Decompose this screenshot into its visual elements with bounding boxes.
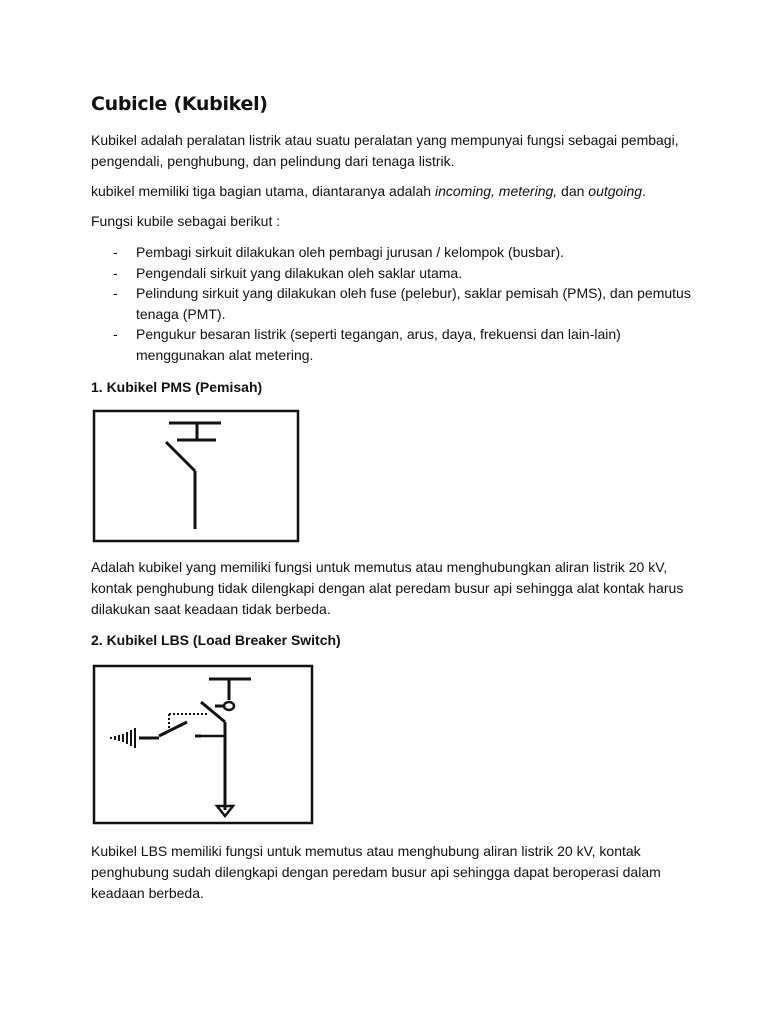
- section2-heading: 2. Kubikel LBS (Load Breaker Switch): [91, 632, 341, 648]
- intro-paragraph: Kubikel adalah peralatan listrik atau suatu peralatan yang mempunyai fungsi sebagai pembagi, pengendali, penghubung, dan pelindung dari tenaga listrik.: [91, 132, 679, 169]
- list-item-text: Pelindung sirkuit yang dilakukan oleh fuse (pelebur), saklar pemisah (PMS), dan pemutus tenaga (PMT).: [136, 285, 691, 322]
- section2-text: Kubikel LBS memiliki fungsi untuk memutus atau menghubung aliran listrik 20 kV, kontak penghubung sudah dilengkapi dengan peredam busur api sehingga dapat beroperasi dalam keadaan berbeda.: [91, 843, 661, 901]
- lbs-switch-symbol: [91, 664, 315, 826]
- bullet-dash: -: [113, 326, 118, 342]
- functions-list: [91, 242, 691, 365]
- ground-arrow-icon: [111, 728, 135, 748]
- parts-incoming: incoming,: [434, 183, 499, 199]
- parts-outgoing: outgoing: [588, 183, 643, 199]
- list-item-text: Pengukur besaran listrik (seperti tegangan, arus, daya, frekuensi dan lain-lain) menggunakan alat metering.: [136, 326, 621, 363]
- section1-heading: 1. Kubikel PMS (Pemisah): [91, 379, 263, 395]
- list-item: [91, 324, 691, 365]
- section1-text: Adalah kubikel yang memiliki fungsi untuk memutus atau menghubungkan aliran listrik 20 kV, kontak penghubung tidak dilengkapi dengan alat peredam busur api sehingga alat kontak harus dilakukan saat keadaan tidak berbeda.: [91, 559, 684, 617]
- list-item: [91, 283, 691, 324]
- functions-intro: Fungsi kubile sebagai berikut :: [91, 213, 281, 229]
- bullet-dash: -: [113, 264, 118, 281]
- list-item-text: Pembagi sirkuit dilakukan oleh pembagi jurusan / kelompok (busbar).: [136, 244, 564, 260]
- parts-end: .: [642, 183, 646, 199]
- parts-and: dan: [557, 183, 589, 199]
- parts-metering: metering,: [498, 183, 558, 199]
- list-item-text: Pengendali sirkuit yang dilakukan oleh saklar utama.: [136, 264, 463, 281]
- bullet-dash: -: [113, 244, 118, 260]
- parts-prefix: kubikel memiliki tiga bagian utama, diantaranya adalah: [91, 183, 435, 199]
- parts-paragraph: [91, 181, 691, 202]
- lbs-diagram: [91, 664, 315, 826]
- list-item: [91, 263, 691, 284]
- bullet-dash: -: [113, 285, 118, 301]
- page-title: Cubicle (Kubikel): [91, 93, 268, 115]
- pms-diagram: [91, 409, 301, 543]
- pms-switch-symbol: [91, 409, 301, 543]
- list-item: [91, 242, 691, 263]
